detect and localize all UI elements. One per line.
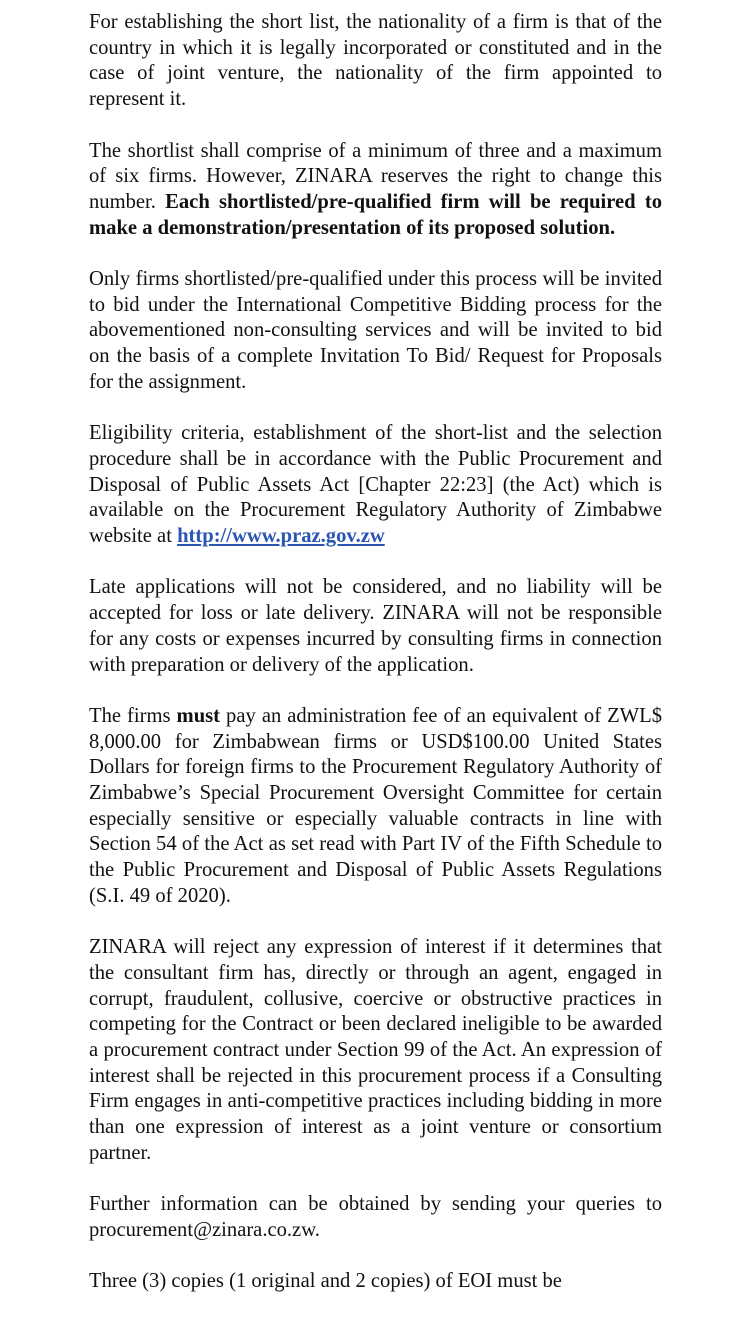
paragraph-fee-text-a: The firms (89, 704, 177, 727)
praz-website-link[interactable]: http://www.praz.gov.zw (177, 525, 385, 548)
paragraph-shortlist-text: The shortlist shall comprise of a minimum of three and a maximum of six firms. However, ZINARA reserves the right to change this number. (89, 139, 662, 213)
paragraph-further-information-text: Further information can be obtained by sending your queries to procurement@zinara.co.zw. (89, 1193, 662, 1241)
paragraph-invitation (89, 267, 662, 396)
paragraph-fee-must: must (176, 704, 221, 727)
paragraph-further-information (89, 1192, 662, 1243)
paragraph-copies (89, 1269, 662, 1295)
paragraph-eligibility (89, 421, 662, 550)
paragraph-rejection-text: ZINARA will reject any expression of interest if it determines that the consultant firm has, directly or through an agent, engaged in corrupt, fraudulent, collusive, coercive or obstructive practices in competing for the Contract or been declared ineligible to be awarded a procurement contract under Section 99 of the Act. An expression of interest shall be rejected in this procurement process if a Consulting Firm engages in anti-competitive practices including bidding in more than one expression of interest as a joint venture or consortium partner. (89, 936, 662, 1164)
paragraph-late-applications-text: Late applications will not be considered, and no liability will be accepted for loss or late delivery. ZINARA will not be responsible for any costs or expenses incurred by consulting firms in connection with preparation or delivery of the application. (89, 576, 662, 676)
paragraph-administration-fee (89, 704, 662, 910)
paragraph-eligibility-text: Eligibility criteria, establishment of the short-list and the selection procedure shall be in accordance with the Public Procurement and Disposal of Public Assets Act [Chapter 22:23] (the Act) which is available on the Procurement Regulatory Authority of Zimbabwe website at (89, 422, 662, 548)
paragraph-copies-text: Three (3) copies (1 original and 2 copies) of EOI must be (89, 1270, 562, 1293)
paragraph-invitation-text: Only firms shortlisted/pre-qualified under this process will be invited to bid under the International Competitive Bidding process for the abovementioned non-consulting services and will be invited to bid on the basis of a complete Invitation To Bid/ Request for Proposals for the assignment. (89, 268, 662, 393)
paragraph-shortlist-bold: Each shortlisted/pre-qualified firm will be required to make a demonstration/presentation of its proposed solution. (89, 190, 662, 239)
paragraph-nationality-text: For establishing the short list, the nationality of a firm is that of the country in which it is legally incorporated or constituted and in the case of joint venture, the nationality of the firm appointed to represent it. (89, 11, 662, 111)
document-body (89, 10, 662, 1321)
paragraph-nationality (89, 10, 662, 113)
paragraph-shortlist (89, 139, 662, 242)
paragraph-late-applications (89, 575, 662, 678)
paragraph-fee-text-c: pay an administration fee of an equivalent of ZWL$ 8,000.00 for Zimbabwean firms or USD$100.00 United States Dollars for foreign firms to the Procurement Regulatory Authority of Zimbabwe’s Special Procurement Oversight Committee for certain especially sensitive or especially valuable contracts in line with Section 54 of the Act as set read with Part IV of the Fifth Schedule to the Public Procurement and Disposal of Public Assets Regulations (S.I. 49 of 2020). (89, 704, 662, 907)
paragraph-rejection (89, 935, 662, 1166)
